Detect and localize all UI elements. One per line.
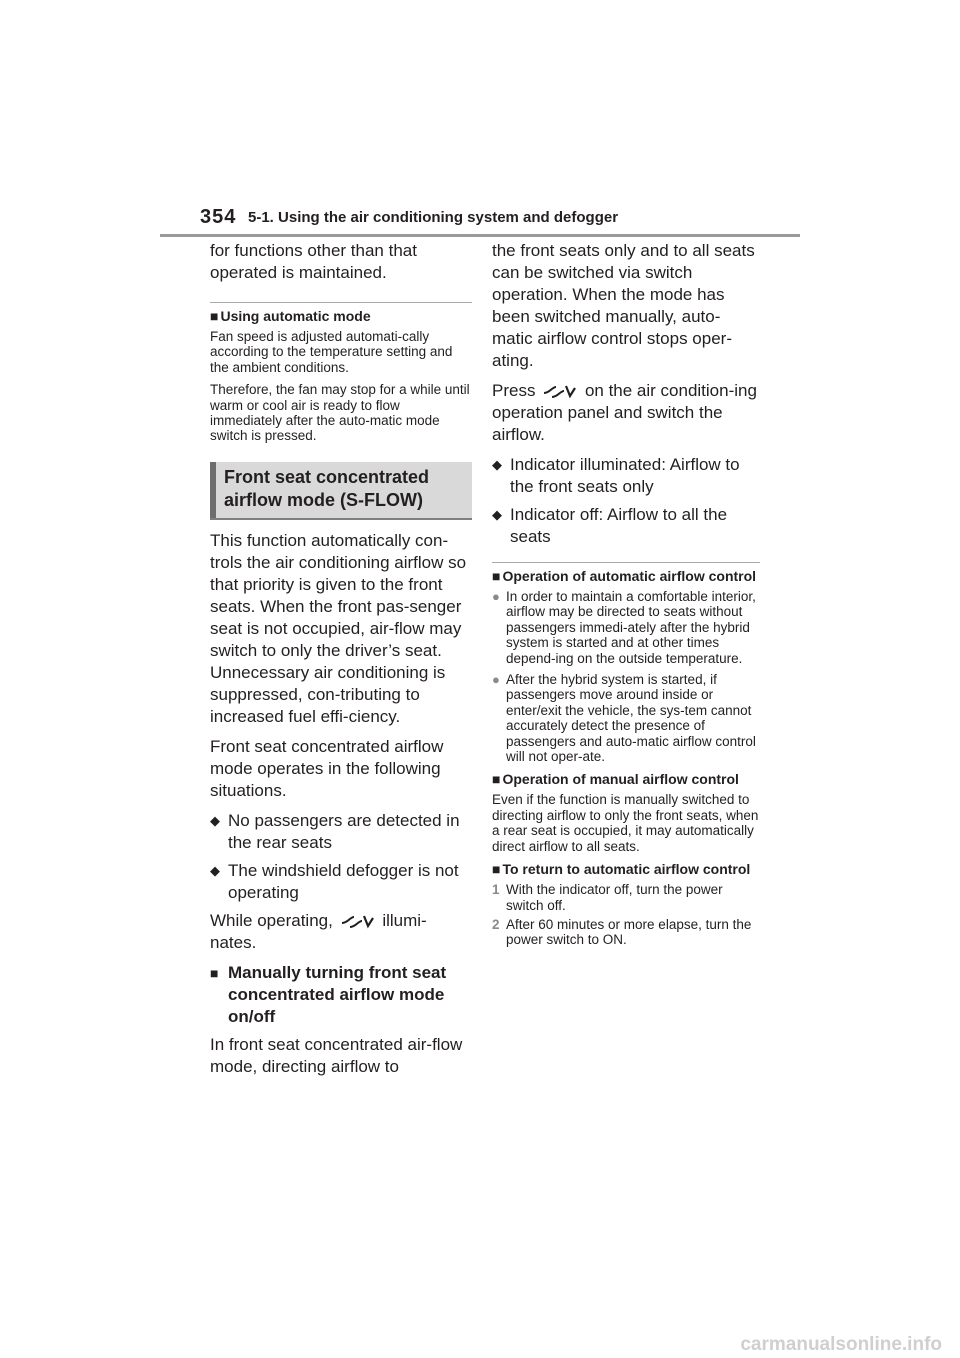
- list-item: ◆ Indicator illuminated: Airflow to the front seats only: [492, 455, 740, 496]
- right-column: [492, 240, 760, 952]
- intro-text: for functions other than that operated is maintained.: [210, 241, 417, 282]
- press-text: Press on the air condition-ing operation panel and switch the airflow.: [492, 381, 757, 444]
- s-flow-situations: Front seat concentrated airflow mode operates in the following situations.: [210, 736, 444, 800]
- left-column: [210, 240, 472, 1078]
- section-title: 5-1. Using the air conditioning system and defogger: [248, 209, 619, 226]
- page-header: [160, 206, 800, 236]
- list-item: ● In order to maintain a comfortable interior, airflow may be directed to seats without passengers immedi-ately after the hybrid system is started and at other times depend-ing on the outside temperature.: [492, 589, 756, 666]
- divider: [492, 562, 760, 563]
- auto-mode-text-2: Therefore, the fan may stop for a while until warm or cool air is ready to flow immediately after the auto-matic mode switch is pressed.: [210, 382, 470, 444]
- list-item: ◆ The windshield defogger is not operating: [210, 860, 459, 902]
- page-number: 354: [200, 206, 237, 228]
- return-auto-title: ■ To return to automatic airflow control: [492, 861, 751, 878]
- watermark: carmanualsonline.info: [740, 1334, 942, 1355]
- header-rule: [160, 234, 800, 237]
- diamond-icon: ◆: [210, 862, 220, 878]
- list-item: ● After the hybrid system is started, if passengers move around inside or enter/exit the vehicle, the sys-tem cannot accurately detect the presence of passengers and auto-matic airflow control will not oper-ate.: [492, 672, 756, 765]
- list-item: 2 After 60 minutes or more elapse, turn the power switch to ON.: [492, 916, 752, 948]
- manual-heading: ■ Manually turning front seat concentrated airflow mode on/off: [210, 962, 447, 1026]
- circle-bullet-icon: ●: [492, 672, 500, 688]
- manual-text: In front seat concentrated air-flow mode, directing airflow to: [210, 1034, 463, 1076]
- op-manual-title: ■ Operation of manual airflow control: [492, 771, 739, 788]
- diamond-icon: ◆: [492, 457, 502, 472]
- s-flow-airflow-icon: [542, 384, 578, 400]
- auto-mode-title: ■ Using automatic mode: [210, 308, 371, 324]
- s-flow-description: This function automatically con-trols the air conditioning airflow so that priority is given to the front seats. When the front pas-senger seat is not occupied, air-flow may switch to only the driver’s seat. Unnecessary air conditioning is suppressed, con-tributing to increased fuel effi-ciency.: [210, 530, 467, 726]
- continued-text: the front seats only and to all seats can be switched via switch operation. When the mode has been switched manually, auto-matic airflow control stops oper-ating.: [492, 241, 755, 370]
- list-item: 1 With the indicator off, turn the power switch off.: [492, 882, 723, 913]
- section-heading: Front seat concentrated airflow mode (S-FLOW): [210, 462, 472, 520]
- op-auto-title: ■ Operation of automatic airflow control: [492, 568, 757, 584]
- diamond-icon: ◆: [210, 812, 220, 828]
- diamond-icon: ◆: [492, 507, 502, 522]
- divider: [210, 302, 472, 303]
- list-item: ◆ Indicator off: Airflow to all the seats: [492, 505, 728, 546]
- auto-mode-text-1: Fan speed is adjusted automati-cally according to the temperature setting and the ambient conditions.: [210, 329, 453, 375]
- op-manual-text: Even if the function is manually switched to directing airflow to only the front seats, when a rear seat is occupied, it may automatically direct airflow to all seats.: [492, 792, 759, 854]
- list-item: ◆ No passengers are detected in the rear seats: [210, 810, 460, 852]
- circle-bullet-icon: ●: [492, 589, 500, 604]
- while-operating-text: While operating, illumi-nates.: [210, 910, 427, 952]
- s-flow-airflow-icon: [340, 914, 376, 930]
